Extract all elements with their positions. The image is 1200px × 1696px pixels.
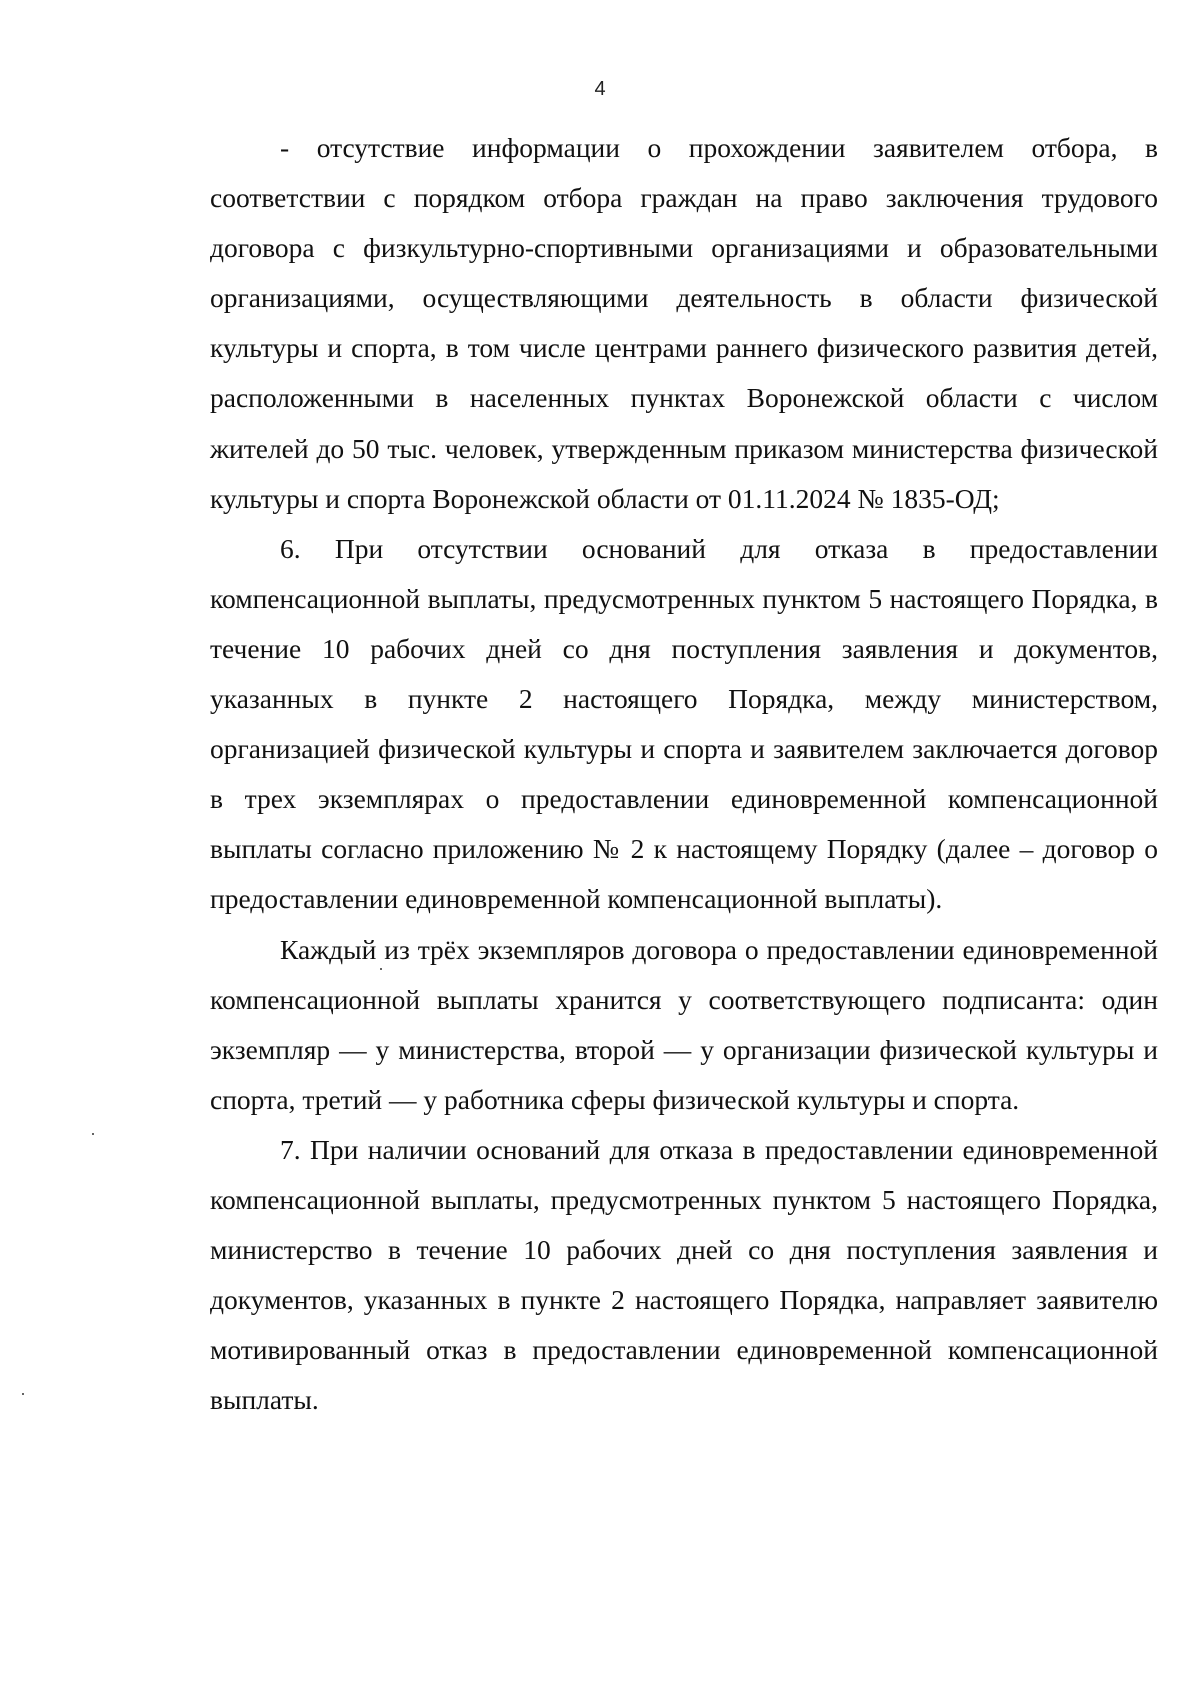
paragraph-contract-copies: Каждый из трёх экземпляров договора о предоставлении единовременной компенсационной выплаты хранится у соответствующего подписанта: один экземпляр — у министерства, второй — у организации физической культуры и спорта, третий — у работника сферы физической культуры и спорта.	[210, 933, 1158, 1115]
scan-speck	[380, 968, 382, 970]
paragraph-refusal-ground: - отсутствие информации о прохождении заявителем отбора, в соответствии с порядком отбора граждан на право заключения трудового договора с физкультурно-спортивными организациями и образовательными организациями, осуществляющими деятельность в области физической культуры и спорта, в том числе центрами раннего физического развития детей, расположенными в населенных пунктах Воронежской области с числом жителей до 50 тыс. человек, утвержденным приказом министерства физической культуры и спорта Воронежской области от 01.11.2024 № 1835-ОД;	[210, 132, 1158, 514]
scan-speck	[22, 1393, 24, 1395]
document-body	[210, 123, 1158, 1425]
scan-speck	[92, 1133, 94, 1135]
paragraph-item-6: 6. При отсутствии оснований для отказа в предоставлении компенсационной выплаты, предусмотренных пунктом 5 настоящего Порядка, в течение 10 рабочих дней со дня поступления заявления и документов, указанных в пункте 2 настоящего Порядка, между министерством, организацией физической культуры и спорта и заявителем заключается договор в трех экземплярах о предоставлении единовременной компенсационной выплаты согласно приложению № 2 к настоящему Порядку (далее – договор о предоставлении единовременной компенсационной выплаты).	[210, 532, 1158, 915]
page-number: 4	[594, 78, 606, 100]
paragraph-item-7: 7. При наличии оснований для отказа в предоставлении единовременной компенсационной выплаты, предусмотренных пунктом 5 настоящего Порядка, министерство в течение 10 рабочих дней со дня поступления заявления и документов, указанных в пункте 2 настоящего Порядка, направляет заявителю мотивированный отказ в предоставлении единовременной компенсационной выплаты.	[210, 1133, 1158, 1416]
